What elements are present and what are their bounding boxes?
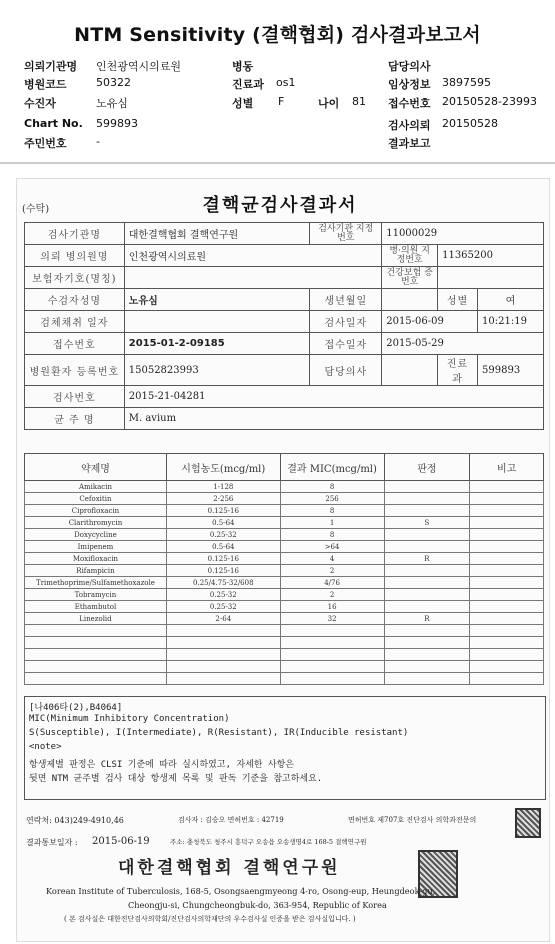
- table-cell: [384, 529, 470, 541]
- table-cell: 8: [280, 481, 384, 493]
- table-cell: 1-128: [166, 481, 280, 493]
- chart-no: 599893: [96, 117, 138, 130]
- table-cell: 0.25-32: [166, 601, 280, 613]
- table-row: [25, 613, 544, 625]
- address-en-2: Cheongju-si, Chungcheongbuk-do, 363-954, Republic of Korea: [128, 900, 387, 910]
- info-label: 생년월일: [310, 289, 382, 311]
- info-label: 검사기관명: [25, 223, 125, 245]
- info-value: 11000029: [382, 223, 544, 245]
- info-label: 의뢰 병의원명: [25, 245, 125, 267]
- report-label: 결과보고: [388, 137, 431, 150]
- table-row: [25, 541, 544, 553]
- address-ko: 주소: 충청북도 청주시 흥덕구 오송읍 오송생명4로 168-5 결핵연구원: [170, 838, 367, 846]
- table-cell: [470, 481, 544, 493]
- notes-box: [24, 696, 546, 800]
- table-cell: [25, 625, 167, 637]
- chart-label: Chart No.: [24, 117, 83, 130]
- table-cell: [384, 493, 470, 505]
- patient-name: 노유심: [96, 97, 128, 110]
- info-label: 검사일자: [310, 311, 382, 333]
- info-value: 노유심: [124, 289, 310, 311]
- table-row: [25, 529, 544, 541]
- table-cell: Cefoxitin: [25, 493, 167, 505]
- clinical-info: 3897595: [442, 76, 491, 89]
- table-cell: [470, 493, 544, 505]
- table-cell: 0.125-16: [166, 505, 280, 517]
- table-cell: [470, 517, 544, 529]
- dept: os1: [276, 76, 296, 89]
- table-cell: 32: [280, 613, 384, 625]
- info-label: 진료과: [438, 355, 478, 386]
- table-cell: Ciprofloxacin: [25, 505, 167, 517]
- table-cell: 2: [280, 565, 384, 577]
- certification: ( 본 검사실은 대한진단검사의학회/진단검사의학재단의 우수검사실 인증을 받은 검사실입니다. ): [64, 915, 356, 923]
- table-cell: Moxifloxacin: [25, 553, 167, 565]
- address-en-1: Korean Institute of Tuberculosis, 168-5, Osongsaengmyeong 4-ro, Osong-eup, Heungdeok-gu,: [46, 886, 436, 896]
- col-header: 약제명: [25, 454, 167, 481]
- col-header: 결과 MIC(mcg/ml): [280, 454, 384, 481]
- receipt-no-label: 접수번호: [388, 97, 431, 110]
- table-cell: [384, 481, 470, 493]
- table-cell: [280, 625, 384, 637]
- table-cell: [470, 661, 544, 673]
- info-label: 접수번호: [25, 333, 125, 355]
- table-cell: [470, 673, 544, 685]
- table-row: [25, 649, 544, 661]
- table-cell: [470, 613, 544, 625]
- table-row: [25, 517, 544, 529]
- table-row: [25, 637, 544, 649]
- note-line: S(Susceptible), I(Intermediate), R(Resistant), IR(Inducible resistant): [29, 728, 409, 738]
- resident-no: -: [96, 135, 100, 148]
- drug-table: [24, 453, 544, 685]
- table-row: [25, 481, 544, 493]
- dept-label: 진료과: [232, 78, 264, 91]
- table-cell: Rifampicin: [25, 565, 167, 577]
- info-value: [124, 311, 310, 333]
- info-label: 담당의사: [310, 355, 382, 386]
- doc-prefix: (수탁): [22, 204, 50, 215]
- table-cell: 0.25-32: [166, 589, 280, 601]
- table-cell: [470, 589, 544, 601]
- table-cell: [470, 541, 544, 553]
- table-cell: 2-64: [166, 613, 280, 625]
- table-cell: Clarithromycin: [25, 517, 167, 529]
- hospital-code-label: 병원코드: [24, 78, 67, 91]
- table-cell: Doxycycline: [25, 529, 167, 541]
- info-label: 병·의원 지정번호: [382, 245, 438, 267]
- table-cell: [384, 565, 470, 577]
- requesting-org-label: 의뢰기관명: [24, 60, 78, 73]
- receipt-no: 20150528-23993: [442, 95, 537, 108]
- table-cell: [384, 589, 470, 601]
- table-cell: 0.125-16: [166, 565, 280, 577]
- table-cell: 0.25-32: [166, 529, 280, 541]
- info-label: 병원환자 등록번호: [25, 355, 125, 386]
- table-cell: [470, 637, 544, 649]
- info-value: [382, 289, 438, 311]
- table-cell: [166, 661, 280, 673]
- license: 면허번호 제707호 진단검사 의학과전문의: [348, 816, 477, 824]
- table-cell: [470, 505, 544, 517]
- info-label: 검사번호: [25, 386, 125, 408]
- resident-label: 주민번호: [24, 137, 67, 150]
- info-value: [124, 267, 381, 289]
- info-value: 11365200: [438, 245, 544, 267]
- request-date-label: 검사의뢰: [388, 119, 431, 132]
- table-cell: [166, 625, 280, 637]
- col-header: 시험농도(mcg/ml): [166, 454, 280, 481]
- table-cell: Imipenem: [25, 541, 167, 553]
- info-label: 건강보험 증번호: [382, 267, 438, 289]
- info-value: 2015-05-29: [382, 333, 544, 355]
- report-title: NTM Sensitivity (결핵협회) 검사결과보고서: [74, 24, 481, 46]
- note-line: MIC(Minimum Inhibitory Concentration): [29, 714, 230, 724]
- table-cell: [384, 625, 470, 637]
- requesting-org: 인천광역시의료원: [96, 60, 182, 73]
- table-cell: 16: [280, 601, 384, 613]
- table-row: [25, 577, 544, 589]
- info-label: 균 주 명: [25, 408, 125, 430]
- table-row: [25, 553, 544, 565]
- table-cell: >64: [280, 541, 384, 553]
- info-value: 15052823993: [124, 355, 310, 386]
- table-cell: 8: [280, 505, 384, 517]
- table-cell: R: [384, 553, 470, 565]
- col-header: 비고: [470, 454, 544, 481]
- note-line: 항생제별 판정은 CLSI 기준에 따라 실시하였고, 자세한 사항은: [29, 760, 294, 770]
- examiner: 검사자 : 김승오 면허번호 : 42719: [178, 816, 284, 824]
- table-cell: [25, 661, 167, 673]
- table-row: [25, 565, 544, 577]
- patient-label: 수진자: [24, 97, 56, 110]
- table-cell: [166, 649, 280, 661]
- doc-title: 결핵균검사결과서: [202, 195, 358, 216]
- table-row: [25, 601, 544, 613]
- clinical-info-label: 임상정보: [388, 78, 431, 91]
- note-line: [나406타(2),B4064]: [29, 703, 123, 713]
- table-row: [25, 589, 544, 601]
- separator: [0, 162, 555, 164]
- request-date: 20150528: [442, 117, 498, 130]
- report-date: 2015-06-19: [92, 836, 150, 847]
- table-cell: [384, 649, 470, 661]
- info-value: 2015-06-09: [382, 311, 478, 333]
- info-table: [24, 222, 544, 430]
- info-value: 여: [478, 289, 544, 311]
- info-value: 2015-21-04281: [124, 386, 543, 408]
- note-line: <note>: [29, 742, 62, 752]
- table-cell: [280, 637, 384, 649]
- age-label: 나이: [318, 97, 340, 110]
- table-cell: [384, 673, 470, 685]
- table-cell: [25, 649, 167, 661]
- table-cell: [470, 577, 544, 589]
- age: 81: [352, 95, 366, 108]
- info-value: 599893: [478, 355, 544, 386]
- table-cell: S: [384, 517, 470, 529]
- table-cell: Linezolid: [25, 613, 167, 625]
- table-cell: [470, 649, 544, 661]
- info-value: 대한결핵협회 결핵연구원: [124, 223, 310, 245]
- info-label: 접수일자: [310, 333, 382, 355]
- doctor-label: 담당의사: [388, 60, 431, 73]
- note-line: 뒷면 NTM 균주별 검사 대상 항생제 목록 및 판독 기준을 참고하세요.: [29, 774, 323, 784]
- table-cell: Amikacin: [25, 481, 167, 493]
- table-cell: [470, 553, 544, 565]
- table-cell: [470, 529, 544, 541]
- table-cell: 8: [280, 529, 384, 541]
- table-row: [25, 505, 544, 517]
- table-cell: [470, 601, 544, 613]
- col-header: 판정: [384, 454, 470, 481]
- table-cell: [384, 661, 470, 673]
- table-cell: Tobramycin: [25, 589, 167, 601]
- table-cell: [384, 577, 470, 589]
- table-row: [25, 673, 544, 685]
- table-cell: 4: [280, 553, 384, 565]
- table-cell: 0.5-64: [166, 517, 280, 529]
- table-cell: [384, 637, 470, 649]
- table-cell: [470, 565, 544, 577]
- patient-meta: [0, 56, 555, 156]
- table-cell: 0.125-16: [166, 553, 280, 565]
- report-date-label: 결과통보일자 :: [26, 838, 78, 847]
- table-cell: [280, 661, 384, 673]
- info-label: 보험자기호(명칭): [25, 267, 125, 289]
- table-cell: [470, 625, 544, 637]
- contact: 연락처: 043)249-4910,46: [26, 816, 124, 825]
- seal-stamp: [515, 808, 541, 838]
- table-row: [25, 625, 544, 637]
- table-cell: [25, 637, 167, 649]
- ward-label: 병동: [232, 60, 254, 73]
- sex: F: [278, 95, 285, 108]
- table-cell: [166, 673, 280, 685]
- info-label: 검체채취 일자: [25, 311, 125, 333]
- table-cell: Ethambutol: [25, 601, 167, 613]
- table-cell: [384, 541, 470, 553]
- info-value: [438, 267, 544, 289]
- info-value: M. avium: [124, 408, 543, 430]
- table-cell: [25, 673, 167, 685]
- table-cell: [384, 505, 470, 517]
- table-row: [25, 493, 544, 505]
- institute-name: 대한결핵협회 결핵연구원: [118, 858, 341, 878]
- table-cell: 256: [280, 493, 384, 505]
- table-cell: 4/76: [280, 577, 384, 589]
- info-value: [382, 355, 438, 386]
- table-cell: 0.25/4.75-32/608: [166, 577, 280, 589]
- hospital-code: 50322: [96, 76, 131, 89]
- info-value: 인천광역시의료원: [124, 245, 381, 267]
- table-cell: [166, 637, 280, 649]
- table-cell: [384, 601, 470, 613]
- info-value: 10:21:19: [478, 311, 544, 333]
- table-row: [25, 661, 544, 673]
- table-cell: 2-256: [166, 493, 280, 505]
- table-cell: Trimethoprime/Sulfamethoxazole: [25, 577, 167, 589]
- sex-label: 성별: [232, 97, 254, 110]
- info-label: 수검자성명: [25, 289, 125, 311]
- table-cell: [280, 649, 384, 661]
- table-cell: 0.5-64: [166, 541, 280, 553]
- table-cell: [280, 673, 384, 685]
- table-cell: R: [384, 613, 470, 625]
- info-label: 성별: [438, 289, 478, 311]
- info-value: 2015-01-2-09185: [124, 333, 310, 355]
- table-cell: 2: [280, 589, 384, 601]
- info-label: 검사기관 지정번호: [310, 223, 382, 245]
- table-cell: 1: [280, 517, 384, 529]
